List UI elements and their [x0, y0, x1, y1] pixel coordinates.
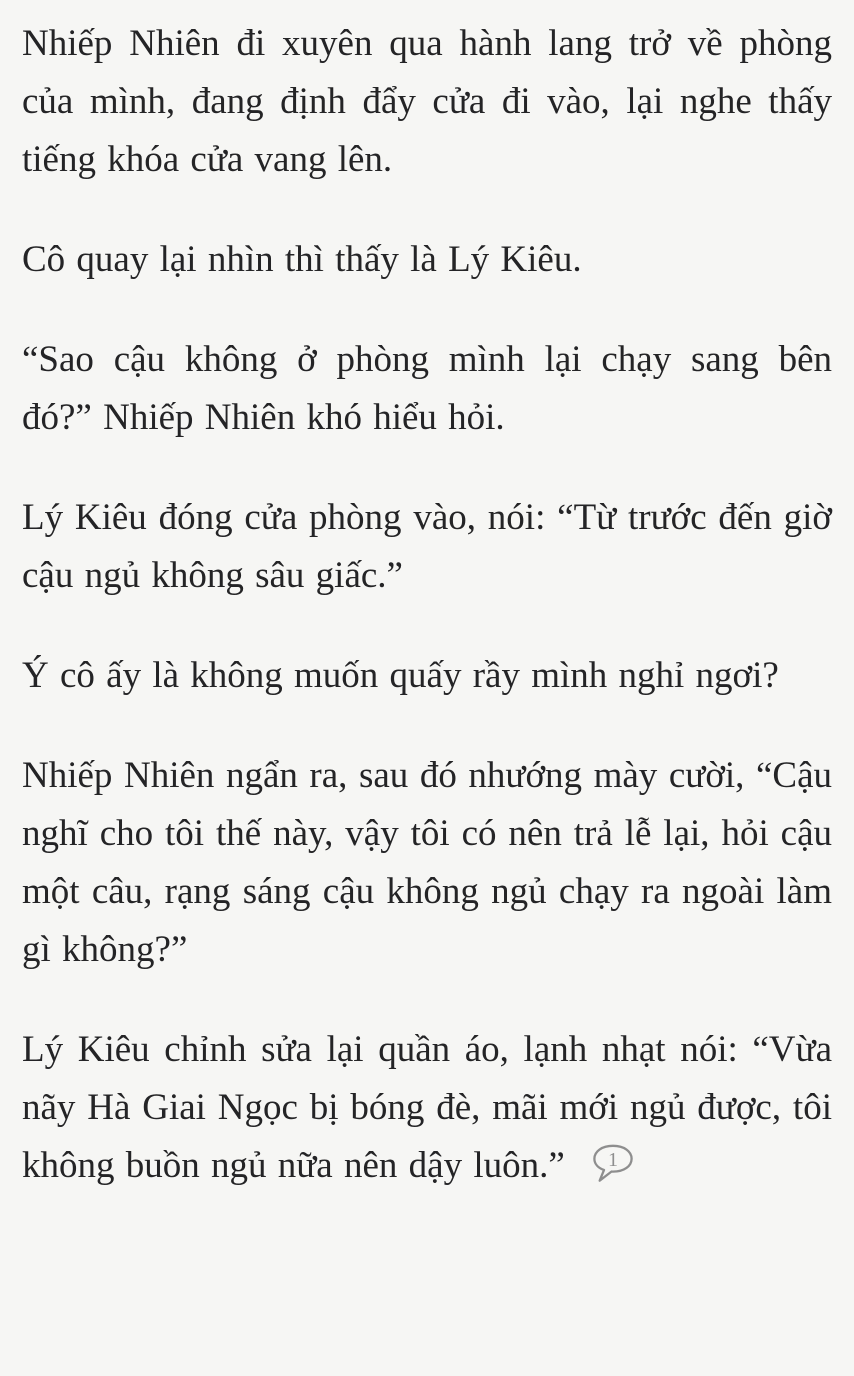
comment-count: 1	[608, 1148, 619, 1171]
comment-bubble-icon	[590, 1142, 636, 1184]
paragraph: Nhiếp Nhiên ngẩn ra, sau đó nhướng mày cười, “Cậu nghĩ cho tôi thế này, vậy tôi có nên trả lễ lại, hỏi cậu một câu, rạng sáng cậu không ngủ chạy ra ngoài làm gì không?”	[22, 755, 832, 970]
paragraph: Ý cô ấy là không muốn quấy rầy mình nghỉ ngơi?	[22, 655, 779, 696]
paragraph: Nhiếp Nhiên đi xuyên qua hành lang trở về phòng của mình, đang định đẩy cửa đi vào, lại nghe thấy tiếng khóa cửa vang lên.	[22, 23, 832, 180]
paragraph: Cô quay lại nhìn thì thấy là Lý Kiêu.	[22, 239, 582, 280]
paragraph: Lý Kiêu đóng cửa phòng vào, nói: “Từ trước đến giờ cậu ngủ không sâu giấc.”	[22, 497, 832, 596]
comment-count-badge[interactable]	[590, 1142, 636, 1184]
paragraph	[22, 1021, 832, 1195]
paragraph: “Sao cậu không ở phòng mình lại chạy sang bên đó?” Nhiếp Nhiên khó hiểu hỏi.	[22, 339, 832, 438]
paragraph-text: Lý Kiêu chỉnh sửa lại quần áo, lạnh nhạt nói: “Vừa nãy Hà Giai Ngọc bị bóng đè, mãi mới ngủ được, tôi không buồn ngủ nữa nên dậy luôn.”	[22, 1029, 832, 1186]
